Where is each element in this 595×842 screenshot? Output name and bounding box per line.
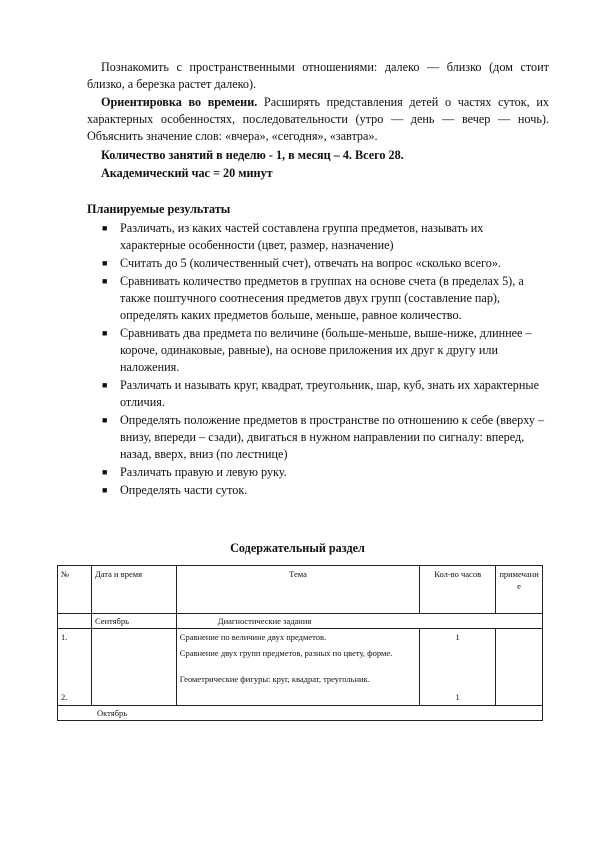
time-orientation-text: Расширять представления детей о частях суток, их характерных особенностях, последовательности (утро — день — вечер — ночь). Объяснить значение слов: «вчера», «сегодня», «завтра». [87, 95, 549, 143]
month-september: Сентябрь [91, 614, 176, 629]
header-num: № [58, 566, 92, 614]
list-item: ■ Различать и называть круг, квадрат, треугольник, шар, куб, знать их характерные отличия. [102, 378, 539, 409]
topic-text: Геометрические фигуры: круг, квадрат, треугольник. [179, 674, 370, 684]
hours-value: 1 [455, 632, 460, 642]
table-row [58, 614, 543, 629]
row-number: 2. [61, 692, 68, 702]
topic-text: Сравнение двух групп предметов, разных по цвету, форме. [179, 648, 393, 658]
month-october: Октябрь [97, 708, 128, 718]
header-note: примечание [496, 566, 543, 614]
schedule-table [57, 565, 543, 721]
header-date: Дата и время [91, 566, 176, 614]
list-item: ■ Различать правую и левую руку. [102, 465, 287, 479]
results-list [100, 220, 550, 500]
header-hours: Кол-во часов [420, 566, 496, 614]
list-item: ■ Различать, из каких частей составлена группа предметов, называть их характерные особенности (цвет, размер, назначение) [102, 221, 484, 252]
topic-text: Сравнение по величине двух предметов. [179, 632, 327, 642]
diagnostic-tasks: Диагностические задания [176, 614, 542, 629]
list-item: ■ Сравнивать количество предметов в группах на основе счета (в пределах 5), а также поштучного соотнесения предметов двух групп (составление пар), определять каких предметов больше, меньше, равное количество. [102, 274, 524, 322]
lessons-count: Количество занятий в неделю - 1, в месяц – 4. Всего 28. [101, 148, 404, 162]
academic-hour: Академический час = 20 минут [101, 166, 273, 180]
list-item: ■ Сравнивать два предмета по величине (больше-меньше, выше-ниже, длиннее – короче, одинаковые, равные), на основе приложения их друг к другу или наложения. [102, 326, 532, 374]
table-row [58, 706, 543, 721]
table-header-row [58, 566, 543, 614]
table-row [58, 629, 543, 706]
list-item: ■ Определять положение предметов в пространстве по отношению к себе (вверху – внизу, впереди – сзади), двигаться в нужном направлении по сигналу: вперед, назад, вверх, вниз (по лестнице) [102, 413, 545, 461]
results-heading: Планируемые результаты [87, 202, 231, 216]
hours-value: 1 [455, 692, 460, 702]
header-topic: Тема [176, 566, 419, 614]
section-title: Содержательный раздел [230, 541, 365, 555]
list-item: ■ Считать до 5 (количественный счет), отвечать на вопрос «сколько всего». [102, 256, 501, 270]
list-item: ■ Определять части суток. [102, 483, 248, 497]
row-number: 1. [61, 632, 68, 642]
intro-paragraph-1: Познакомить с пространственными отношениями: далеко — близко (дом стоит близко, а березка растет далеко). [87, 60, 549, 91]
time-orientation-heading: Ориентировка во времени. [101, 95, 258, 109]
intro-paragraph-2 [87, 94, 549, 145]
